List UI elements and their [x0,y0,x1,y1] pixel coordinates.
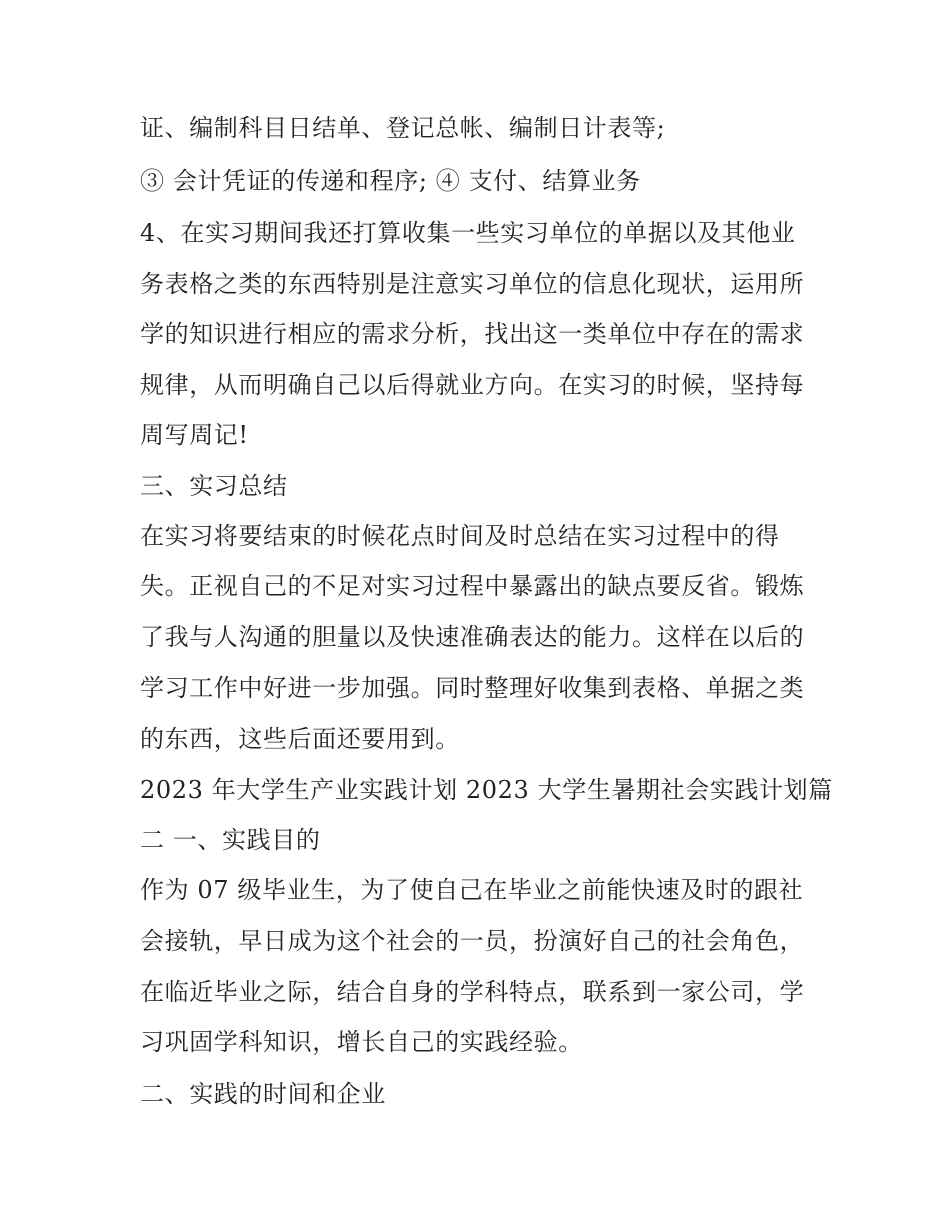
text-line: 在实习将要结束的时候花点时间及时总结在实习过程中的得 [140,522,780,550]
text-line: ③ 会计凭证的传递和程序; ④ 支付、结算业务 [140,167,641,195]
text-line: 周写周记! [140,421,249,449]
text-line: 了我与人沟通的胆量以及快速准确表达的能力。这样在以后的 [140,623,805,651]
text-line: 证、编制科目日结单、登记总帐、编制日计表等; [140,114,666,142]
text-line: 失。正视自己的不足对实习过程中暴露出的缺点要反省。锻炼 [140,572,805,600]
text-line: 规律，从而明确自己以后得就业方向。在实习的时候，坚持每 [140,371,805,399]
text-line: 习巩固学科知识，增长自己的实践经验。 [140,1028,583,1056]
text-line: 学的知识进行相应的需求分析，找出这一类单位中存在的需求 [140,320,805,348]
text-line: 会接轨，早日成为这个社会的一员，扮演好自己的社会角色， [140,927,805,955]
section-heading: 三、实习总结 [140,472,288,500]
text-line: 4、在实习期间我还打算收集一些实习单位的单据以及其他业 [140,219,796,247]
section-heading: 二 一、实践目的 [140,826,321,854]
text-line: 在临近毕业之际，结合自身的学科特点，联系到一家公司，学 [140,978,805,1006]
text-line: 学习工作中好进一步加强。同时整理好收集到表格、单据之类 [140,674,805,702]
text-line: 作为 07 级毕业生，为了使自己在毕业之前能快速及时的跟社 [140,876,804,904]
article-title: 2023 年大学生产业实践计划 2023 大学生暑期社会实践计划篇 [140,776,833,804]
text-line: 务表格之类的东西特别是注意实习单位的信息化现状，运用所 [140,270,805,298]
section-heading: 二、实践的时间和企业 [140,1080,386,1108]
text-line: 的东西，这些后面还要用到。 [140,725,460,753]
